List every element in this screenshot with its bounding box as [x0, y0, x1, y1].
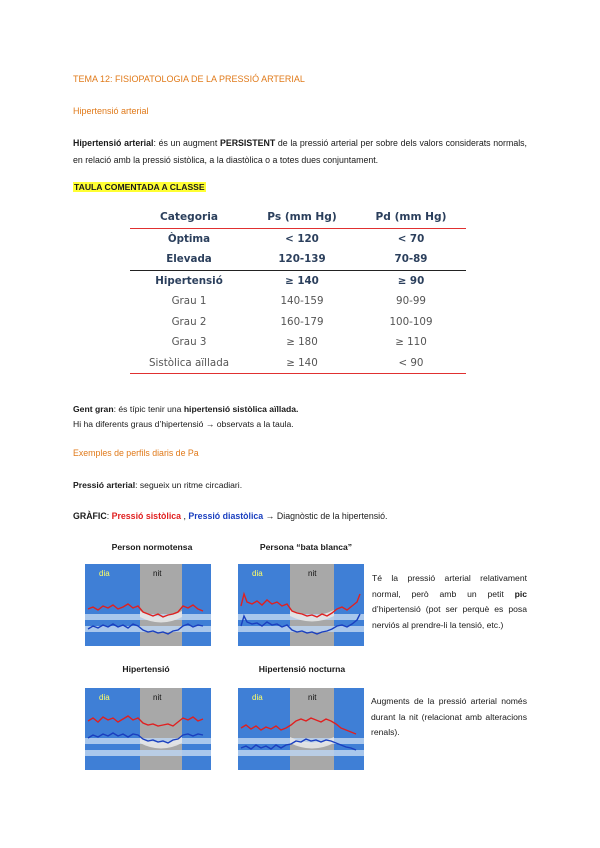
- cell-ps: < 120: [285, 232, 319, 245]
- table-row: [130, 291, 466, 312]
- night-label: nit: [308, 693, 317, 702]
- chart-nocturnal-hypertension: [238, 688, 364, 770]
- definition-emphasis: PERSISTENT: [219, 138, 276, 148]
- graphic-comma: ,: [181, 511, 189, 521]
- chart-normotensive: [85, 564, 211, 646]
- table-row: [130, 312, 466, 333]
- table-row: [130, 249, 466, 270]
- note1-emphasis: pic: [514, 588, 527, 599]
- elderly-paragraph: [73, 402, 298, 432]
- pressure-text: : segueix un ritme circadiari.: [135, 480, 243, 490]
- chart-title-hypertension: Hipertensió: [122, 664, 170, 674]
- reference-band: [238, 750, 364, 756]
- cell-category: Òptima: [167, 232, 211, 245]
- cell-ps: 140-159: [280, 295, 324, 308]
- table-row: [130, 270, 466, 291]
- chart-white-coat: [238, 564, 364, 646]
- header-diastolic: Pd (mm Hg): [356, 207, 466, 228]
- elderly-text: : és típic tenir una: [113, 404, 184, 414]
- section-subtitle: Hipertensió arterial: [73, 106, 149, 116]
- chart-title-normotensive: Person normotensa: [111, 542, 193, 552]
- elderly-emphasis: hipertensió sistòlica aïllada.: [183, 404, 299, 414]
- night-label: nit: [153, 569, 162, 578]
- table-row: [130, 332, 466, 353]
- graphic-legend-line: [73, 511, 387, 521]
- table-header-row: [130, 207, 466, 228]
- graphic-sep: :: [106, 511, 112, 521]
- note-nocturnal: Augments de la pressió arterial només durant la nit (relacionat amb alteracions renals).: [371, 696, 527, 737]
- cell-ps: ≥ 140: [285, 274, 319, 287]
- pressure-term: Pressió arterial: [73, 480, 136, 490]
- elderly-line-2: Hi ha diferents graus d’hipertensió → observats a la taula.: [73, 419, 294, 429]
- day-label: dia: [252, 569, 263, 578]
- note1-pre: Té la pressió arterial relativament normal, però amb un petit: [372, 573, 527, 599]
- night-label: nit: [153, 693, 162, 702]
- graphic-label: GRÀFIC: [73, 511, 107, 521]
- cell-ps: ≥ 140: [248, 353, 356, 374]
- cell-pd: ≥ 110: [395, 336, 427, 349]
- table-row: [130, 353, 466, 374]
- note-white-coat: [372, 571, 527, 633]
- cell-category: Grau 3: [171, 336, 207, 349]
- night-label: nit: [308, 569, 317, 578]
- chart-title-white-coat: Persona “bata blanca”: [259, 542, 353, 552]
- header-systolic: Ps (mm Hg): [248, 207, 356, 228]
- definition-paragraph: [73, 135, 527, 169]
- day-label: dia: [252, 693, 263, 702]
- cell-ps: 120-139: [248, 249, 356, 270]
- chart-title-nocturnal: Hipertensió nocturna: [258, 664, 346, 674]
- day-label: dia: [99, 569, 110, 578]
- cell-category: Elevada: [130, 249, 248, 270]
- cell-ps: ≥ 180: [286, 336, 318, 349]
- pressure-paragraph: [73, 480, 242, 490]
- page-title: TEMA 12: FISIOPATOLOGIA DE LA PRESSIÓ ARTERIAL: [73, 74, 305, 84]
- definition-text-1: : és un augment: [153, 138, 220, 148]
- cell-category: Grau 2: [171, 315, 207, 328]
- cell-ps: 160-179: [280, 315, 324, 328]
- cell-pd: ≥ 90: [397, 274, 425, 287]
- cell-pd: < 70: [397, 232, 425, 245]
- chart-hypertension: [85, 688, 211, 770]
- cell-pd: 90-99: [396, 295, 426, 308]
- legend-systolic: Pressió sistòlica: [111, 511, 182, 521]
- day-label: dia: [99, 693, 110, 702]
- note1-post: d’hipertensió (pot ser perquè es posa nerviós al prendre-li la tensió, etc.): [372, 604, 527, 630]
- legend-diastolic: Pressió diastòlica: [188, 511, 264, 521]
- reference-band: [85, 750, 211, 756]
- cell-category: Grau 1: [171, 295, 207, 308]
- definition-term: Hipertensió arterial: [73, 138, 154, 148]
- blood-pressure-table: [130, 207, 466, 374]
- cell-category: Sistòlica aïllada: [130, 353, 248, 374]
- table-row: [130, 228, 466, 249]
- graphic-rest: → Diagnòstic de la hipertensió.: [263, 511, 388, 521]
- definition-text-2: de la pressió arterial per sobre dels valors considerats normals, en relació amb la pressió sistòlica, a la diastòlica o a totes dues conjuntament.: [73, 138, 528, 165]
- profiles-heading: Exemples de perfils diaris de Pa: [73, 448, 199, 458]
- cell-category: Hipertensió: [155, 274, 223, 287]
- cell-pd: 100-109: [389, 315, 433, 328]
- table-heading: TAULA COMENTADA A CLASSE: [74, 182, 205, 192]
- elderly-term: Gent gran: [73, 404, 114, 414]
- cell-pd: < 90: [356, 353, 466, 374]
- cell-pd: 70-89: [356, 249, 466, 270]
- header-category: Categoria: [130, 207, 248, 228]
